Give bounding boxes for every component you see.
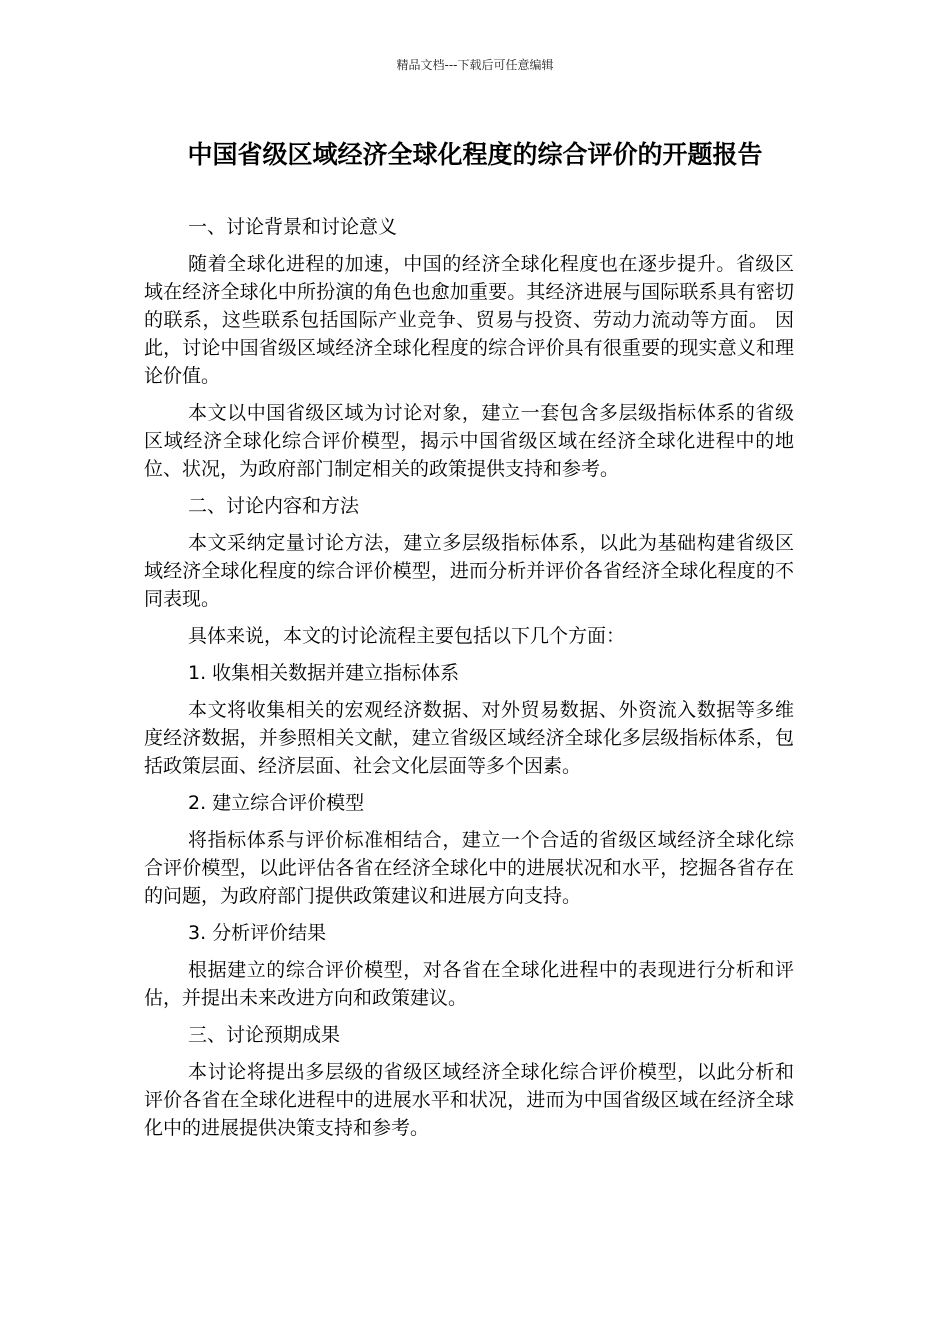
section-heading-expected-results: 三、讨论预期成果 [188, 1024, 341, 1046]
body-paragraph: 具体来说，本文的讨论流程主要包括以下几个方面： [188, 625, 626, 647]
subheading-build-model: 2. 建立综合评价模型 [188, 792, 365, 814]
document-title: 中国省级区域经济全球化程度的综合评价的开题报告 [187, 140, 763, 169]
subheading-collect-data: 1. 收集相关数据并建立指标体系 [188, 662, 460, 684]
body-paragraph: 本讨论将提出多层级的省级区域经济全球化综合评价模型，以此分析和评价各省在全球化进程中的进展水平和状况，进而为中国省级区域在经济全球化中的进展提供决策支持和参考。 [144, 1061, 794, 1139]
subheading-analyze-results: 3. 分析评价结果 [188, 922, 327, 944]
body-paragraph: 根据建立的综合评价模型，对各省在全球化进程中的表现进行分析和评估，并提出未来改进方向和政策建议。 [144, 959, 794, 1009]
body-paragraph: 本文采纳定量讨论方法，建立多层级指标体系，以此为基础构建省级区域经济全球化程度的综合评价模型，进而分析并评价各省经济全球化程度的不同表现。 [144, 532, 794, 610]
header-note: 精品文档---下载后可任意编辑 [396, 58, 554, 72]
document-body [144, 213, 794, 1151]
section-heading-content-method: 二、讨论内容和方法 [188, 495, 360, 517]
body-paragraph: 本文以中国省级区域为讨论对象，建立一套包含多层级指标体系的省级区域经济全球化综合评价模型，揭示中国省级区域在经济全球化进程中的地位、状况，为政府部门制定相关的政策提供支持和参考。 [144, 402, 794, 480]
section-heading-background: 一、讨论背景和讨论意义 [188, 216, 398, 238]
body-paragraph: 本文将收集相关的宏观经济数据、对外贸易数据、外资流入数据等多维度经济数据，并参照相关文献，建立省级区域经济全球化多层级指标体系，包括政策层面、经济层面、社会文化层面等多个因素。 [144, 699, 794, 777]
body-paragraph: 随着全球化进程的加速，中国的经济全球化程度也在逐步提升。省级区域在经济全球化中所扮演的角色也愈加重要。其经济进展与国际联系具有密切的联系，这些联系包括国际产业竞争、贸易与投资、劳动力流动等方面。 因此，讨论中国省级区域经济全球化程度的综合评价具有很重要的现实意义和理论价值。 [144, 253, 794, 387]
body-paragraph: 将指标体系与评价标准相结合，建立一个合适的省级区域经济全球化综合评价模型，以此评估各省在经济全球化中的进展状况和水平，挖掘各省存在的问题，为政府部门提供政策建议和进展方向支持。 [144, 829, 794, 907]
